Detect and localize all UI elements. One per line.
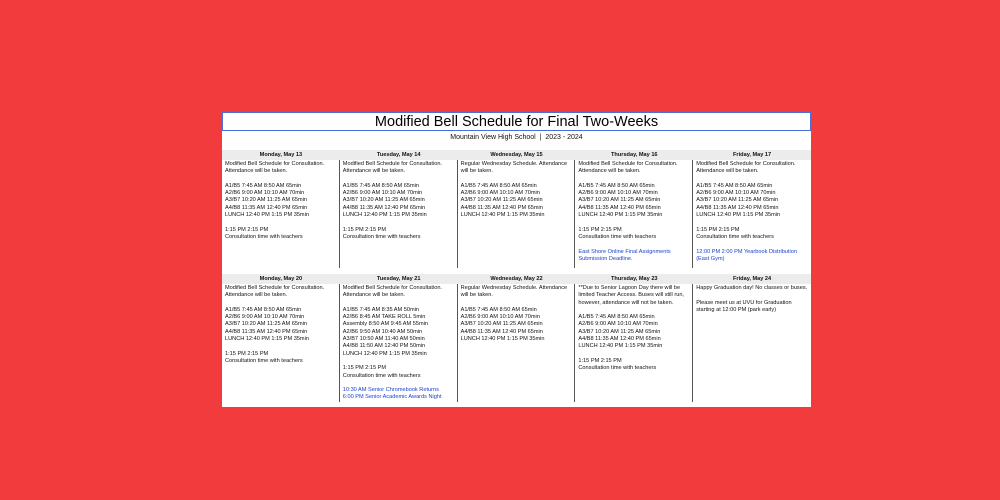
blank-line <box>578 241 690 248</box>
blank-line <box>343 380 455 387</box>
schedule-line: A3/B7 10:20 AM 11:25 AM 65min <box>578 197 661 204</box>
blank-line <box>461 300 573 307</box>
blank-line <box>696 219 809 226</box>
schedule-line: Please meet us at UVU for Graduation starting at 12:00 PM (park early) <box>696 299 792 313</box>
event-note: 6:00 PM Senior Academic Awards Night <box>342 394 442 401</box>
schedule-line: A3/B7 10:20 AM 11:25 AM 65min <box>342 197 425 204</box>
schedule-line: A2/B6 9:00 AM 10:10 AM 70min <box>578 321 658 328</box>
schedule-line: Consultation time with teachers <box>578 365 657 372</box>
schedule-line: A4/B8 11:35 AM 12:40 PM 65min <box>225 328 308 335</box>
day-header: Monday, May 20 <box>222 274 340 284</box>
blank-line <box>696 241 809 248</box>
schedule-line: Happy Graduation day! No classes or buses. <box>696 285 808 291</box>
day-header: Friday, May 24 <box>693 274 811 284</box>
schedule-line: A4/B8 11:35 AM 12:40 PM 65min <box>225 204 308 211</box>
schedule-line: 1:15 PM 2:15 PM <box>342 365 387 372</box>
schedule-line: Modified Bell Schedule for Consultation. Attendance will be taken. <box>225 285 325 299</box>
schedule-line: 1:15 PM 2:15 PM <box>578 226 622 233</box>
day-cell <box>693 284 811 402</box>
schedule-line: A2/B6 9:00 AM 10:10 AM 70min <box>696 190 776 197</box>
schedule-line: Regular Wednesday Schedule. Attendance will be taken. <box>460 161 568 175</box>
schedule-title: Modified Bell Schedule for Final Two-Weeks <box>222 112 811 131</box>
schedule-line: Modified Bell Schedule for Consultation. Attendance will be taken. <box>696 161 796 175</box>
schedule-line: Modified Bell Schedule for Consultation. Attendance will be taken. <box>578 161 678 175</box>
schedule-line: A4/B8 11:35 AM 12:40 PM 65min <box>342 204 426 211</box>
schedule-line: LUNCH 12:40 PM 1:15 PM 35min <box>225 336 309 343</box>
schedule-line: A4/B8 11:35 AM 12:40 PM 65min <box>696 204 779 211</box>
schedule-line: A2/B6 9:00 AM 10:10 AM 70min <box>578 190 658 197</box>
day-cell <box>575 160 693 268</box>
blank-line <box>578 176 690 183</box>
day-header: Tuesday, May 21 <box>340 274 458 284</box>
schedule-line: LUNCH 12:40 PM 1:15 PM 35min <box>342 212 427 219</box>
blank-line <box>225 176 337 183</box>
schedule-line: Modified Bell Schedule for Consultation. Attendance will be taken. <box>342 285 442 299</box>
schedule-line: A2/B6 9:00 AM 10:10 AM 70min <box>225 190 305 197</box>
blank-line <box>578 219 690 226</box>
day-cell <box>340 284 458 402</box>
schedule-line: A3/B7 10:20 AM 11:25 AM 65min <box>578 328 661 335</box>
day-header: Monday, May 13 <box>222 150 340 160</box>
schedule-line: Assembly 8:50 AM 9:45 AM 55min <box>342 321 428 328</box>
day-cell <box>458 160 576 268</box>
schedule-line: A1/B5 7:45 AM 8:50 AM 65min <box>578 182 655 189</box>
blank-line <box>225 343 337 350</box>
schedule-line: A3/B7 10:20 AM 11:25 AM 65min <box>696 197 779 204</box>
blank-line <box>225 300 337 307</box>
schedule-line: A4/B8 11:35 AM 12:40 PM 65min <box>578 336 661 343</box>
blank-line <box>578 351 690 358</box>
event-note: East Shore Online Final Assignments Submission Deadline. <box>578 248 671 262</box>
blank-line <box>225 219 337 226</box>
day-header: Friday, May 17 <box>693 150 811 160</box>
schedule-line: Consultation time with teachers <box>696 233 774 240</box>
schedule-line: Consultation time with teachers <box>225 357 303 364</box>
week-2-grid <box>222 274 811 402</box>
schedule-line: A3/B7 10:20 AM 11:25 AM 65min <box>460 197 543 204</box>
schedule-line: A2/B6 9:00 AM 10:10 AM 70min <box>225 314 305 321</box>
day-header: Thursday, May 23 <box>575 274 693 284</box>
schedule-line: 1:15 PM 2:15 PM <box>696 226 740 233</box>
blank-line <box>461 176 573 183</box>
schedule-line: 1:15 PM 2:15 PM <box>578 357 622 364</box>
day-cell <box>458 284 576 402</box>
schedule-line: LUNCH 12:40 PM 1:15 PM 35min <box>460 336 545 343</box>
schedule-line: A1/B5 7:45 AM 8:35 AM 50min <box>342 306 419 313</box>
schedule-line: A4/B8 11:35 AM 12:40 PM 65min <box>460 328 543 335</box>
schedule-line: A3/B7 10:20 AM 11:25 AM 65min <box>225 197 307 204</box>
schedule-line: Modified Bell Schedule for Consultation. Attendance will be taken. <box>342 161 442 175</box>
day-cell <box>222 160 340 268</box>
schedule-line: LUNCH 12:40 PM 1:15 PM 35min <box>342 350 427 357</box>
schedule-line: A4/B8 11:35 AM 12:40 PM 65min <box>460 204 543 211</box>
day-header: Wednesday, May 22 <box>458 274 576 284</box>
schedule-line: Consultation time with teachers <box>342 372 421 379</box>
schedule-line: 1:15 PM 2:15 PM <box>225 226 269 233</box>
school-subtitle: Mountain View High School | 2023 - 2024 <box>450 134 583 141</box>
schedule-line: A4/B8 11:35 AM 12:40 PM 65min <box>578 204 661 211</box>
schedule-line: LUNCH 12:40 PM 1:15 PM 35min <box>696 212 781 219</box>
schedule-line: A4/B8 11:50 AM 12:40 PM 50min <box>342 343 426 350</box>
blank-line <box>696 176 809 183</box>
schedule-line: Consultation time with teachers <box>342 233 421 240</box>
schedule-line: A2/B6 8:45 AM TAKE ROLL 5min <box>342 314 426 321</box>
schedule-line: Consultation time with teachers <box>578 233 657 240</box>
schedule-line: A1/B5 7:45 AM 8:50 AM 65min <box>225 306 302 313</box>
schedule-line: A3/B7 10:20 AM 11:25 AM 65min <box>225 321 307 328</box>
schedule-line: Regular Wednesday Schedule. Attendance will be taken. <box>460 285 568 299</box>
schedule-line: LUNCH 12:40 PM 1:15 PM 35min <box>578 212 663 219</box>
day-cell <box>222 284 340 402</box>
schedule-line: LUNCH 12:40 PM 1:15 PM 35min <box>578 343 663 350</box>
schedule-line: 1:15 PM 2:15 PM <box>342 226 387 233</box>
schedule-line: Modified Bell Schedule for Consultation. Attendance will be taken. <box>225 161 325 175</box>
schedule-line: A3/B7 10:50 AM 11:40 AM 50min <box>342 336 425 343</box>
schedule-line: Consultation time with teachers <box>225 233 303 240</box>
bell-schedule-sheet <box>222 112 811 407</box>
day-cell <box>575 284 693 402</box>
blank-line <box>343 176 455 183</box>
schedule-line: A1/B5 7:45 AM 8:50 AM 65min <box>460 182 537 189</box>
schedule-line: A2/B6 9:00 AM 10:10 AM 70min <box>342 190 423 197</box>
schedule-line: A1/B5 7:45 AM 8:50 AM 65min <box>578 314 655 321</box>
day-header: Tuesday, May 14 <box>340 150 458 160</box>
schedule-line: A2/B6 9:00 AM 10:10 AM 70min <box>460 314 540 321</box>
blank-line <box>343 300 455 307</box>
schedule-line: A2/B6 9:50 AM 10:40 AM 50min <box>342 328 423 335</box>
schedule-line: A1/B5 7:45 AM 8:50 AM 65min <box>342 182 419 189</box>
day-cell <box>693 160 811 268</box>
schedule-line: A3/B7 10:20 AM 11:25 AM 65min <box>460 321 543 328</box>
week-1-grid <box>222 150 811 268</box>
blank-line <box>578 307 690 314</box>
schedule-line: A2/B6 9:00 AM 10:10 AM 70min <box>460 190 540 197</box>
schedule-line: A1/B5 7:45 AM 8:50 AM 65min <box>696 182 773 189</box>
event-note: 12:00 PM 2:00 PM Yearbook Distribution (East Gym) <box>696 248 797 262</box>
blank-line <box>696 292 809 299</box>
schedule-line: A1/B5 7:45 AM 8:50 AM 65min <box>225 182 302 189</box>
schedule-line: LUNCH 12:40 PM 1:15 PM 35min <box>225 212 309 219</box>
blank-line <box>343 358 455 365</box>
day-cell <box>340 160 458 268</box>
schedule-line: **Due to Senior Lagoon Day there will be limited Teacher Access. Buses will still run, however, attendance will not be taken. <box>578 285 684 306</box>
schedule-line: 1:15 PM 2:15 PM <box>225 350 269 357</box>
day-header: Thursday, May 16 <box>575 150 693 160</box>
day-header: Wednesday, May 15 <box>458 150 576 160</box>
blank-line <box>343 219 455 226</box>
schedule-line: LUNCH 12:40 PM 1:15 PM 35min <box>460 212 545 219</box>
schedule-line: A1/B5 7:45 AM 8:50 AM 65min <box>460 306 537 313</box>
event-note: 10:30 AM Senior Chromebook Returns <box>342 387 439 394</box>
